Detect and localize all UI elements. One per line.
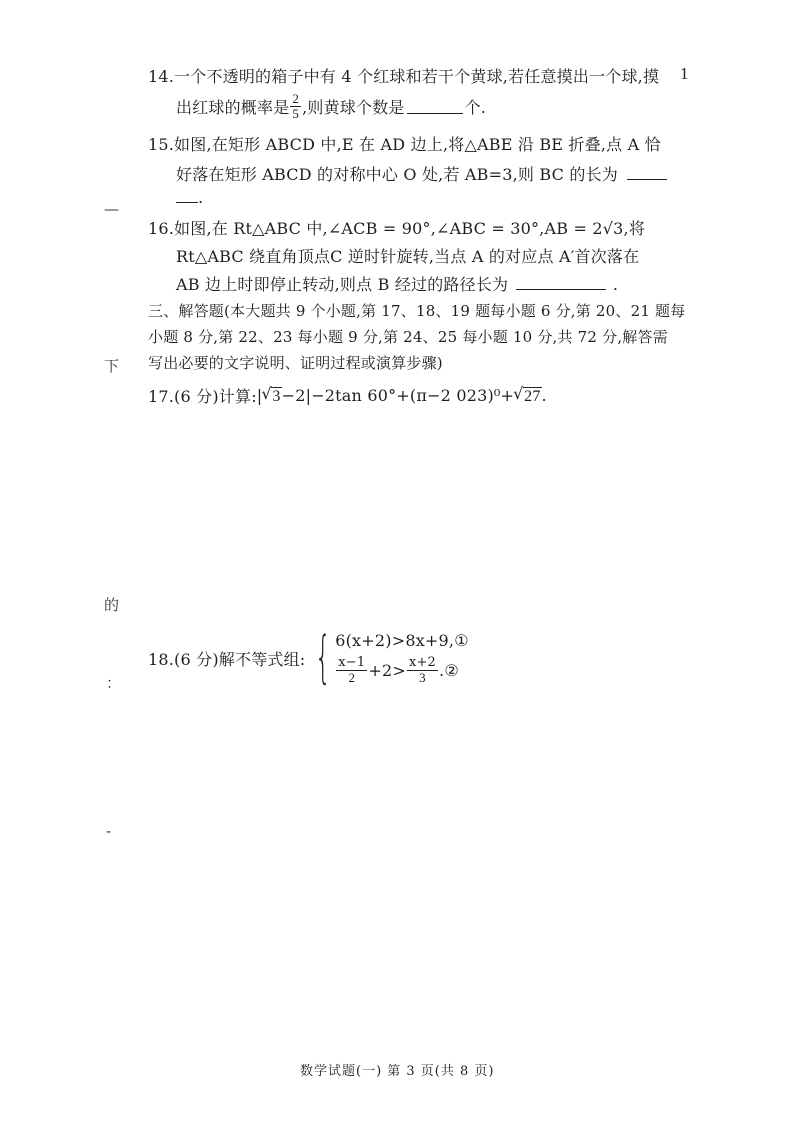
inequality-lines [335,631,469,685]
margin-mark: - [106,822,112,840]
fraction-numerator: 2 [292,91,300,106]
inequality-system [305,625,469,690]
abs-bar-open: | [256,386,263,405]
sqrt-3 [262,386,281,406]
section3-line1: 三、解答题(本大题共 9 个小题,第 17、18、19 题每小题 6 分,第 20、21 题每 [148,302,686,320]
q14-line1: 14.一个不透明的箱子中有 4 个红球和若干个黄球,若任意摸出一个球,摸 [148,67,660,86]
section3-line3: 写出必要的文字说明、证明过程或演算步骤) [148,354,443,372]
page-corner-number: 1 [680,64,689,83]
q15-line2-text: 好落在矩形 ABCD 的对称中心 O 处,若 AB=3,则 BC 的长为 [176,165,618,184]
fraction-numerator: x−1 [338,655,366,670]
inequality-2 [335,656,469,685]
margin-mark: 下 [104,357,120,375]
fraction-denominator: 3 [419,670,426,685]
q16-line2: Rt△ABC 绕直角顶点C 逆时针旋转,当点 A 的对应点 A′首次落在 [176,247,640,266]
inequality-2-mid: +2> [368,661,406,680]
brace-icon: { [315,625,332,690]
q15-line3 [176,188,203,207]
fraction-denominator: 5 [292,106,300,121]
q15-line1: 15.如图,在矩形 ABCD 中,E 在 AD 边上,将△ABE 沿 BE 折叠,点 A 恰 [148,135,661,154]
q14-line2-post: ,则黄球个数是 [302,98,405,117]
q15-line2 [176,162,667,185]
margin-mark: ： [106,674,122,692]
q14-line2-end: 个. [464,98,487,117]
answer-blank [407,99,463,114]
answer-blank [516,275,606,290]
q17-prefix: 17.(6 分)计算: [148,387,257,406]
fraction [336,656,367,685]
fraction [407,656,438,685]
q18-prefix: 18.(6 分)解不等式组: [148,649,306,669]
q16-line3-text: AB 边上时即停止转动,则点 B 经过的路径长为 [176,275,509,294]
fraction-denominator: 2 [348,670,356,685]
q17 [148,384,547,407]
margin-mark: — [104,200,119,218]
inequality-2-end: .② [439,661,459,680]
answer-blank [176,188,198,203]
q16-line1: 16.如图,在 Rt△ABC 中,∠ACB = 90°,∠ABC = 30°,AB = 2√3,将 [148,219,646,238]
radicand: 3 [272,387,281,405]
q17-abs-rest: −2 [281,386,306,405]
fraction-numerator: x+2 [408,655,437,670]
radicand: 27 [524,387,541,405]
q18 [148,625,469,690]
answer-blank [627,165,667,180]
q17-end: . [541,386,547,405]
q16-line3-end: . [612,275,619,294]
abs-bar-close: | [305,386,312,405]
q17-mid: −2tan 60°+(π−2 023)⁰+ [311,386,515,405]
q14-line2 [176,92,486,121]
probability-fraction [290,92,301,121]
q15-line3-end: . [198,188,204,207]
sqrt-27 [514,386,541,406]
page-footer: 数学试题(一) 第 3 页(共 8 页) [300,1064,495,1079]
q16-line3 [176,272,618,295]
section3-line2: 小题 8 分,第 22、23 每小题 9 分,第 24、25 每小题 10 分,共 72 分,解答需 [148,328,668,346]
margin-mark: 的 [104,596,120,614]
inequality-1: 6(x+2)>8x+9,① [335,631,469,650]
q14-line2-pre: 出红球的概率是 [176,98,290,117]
